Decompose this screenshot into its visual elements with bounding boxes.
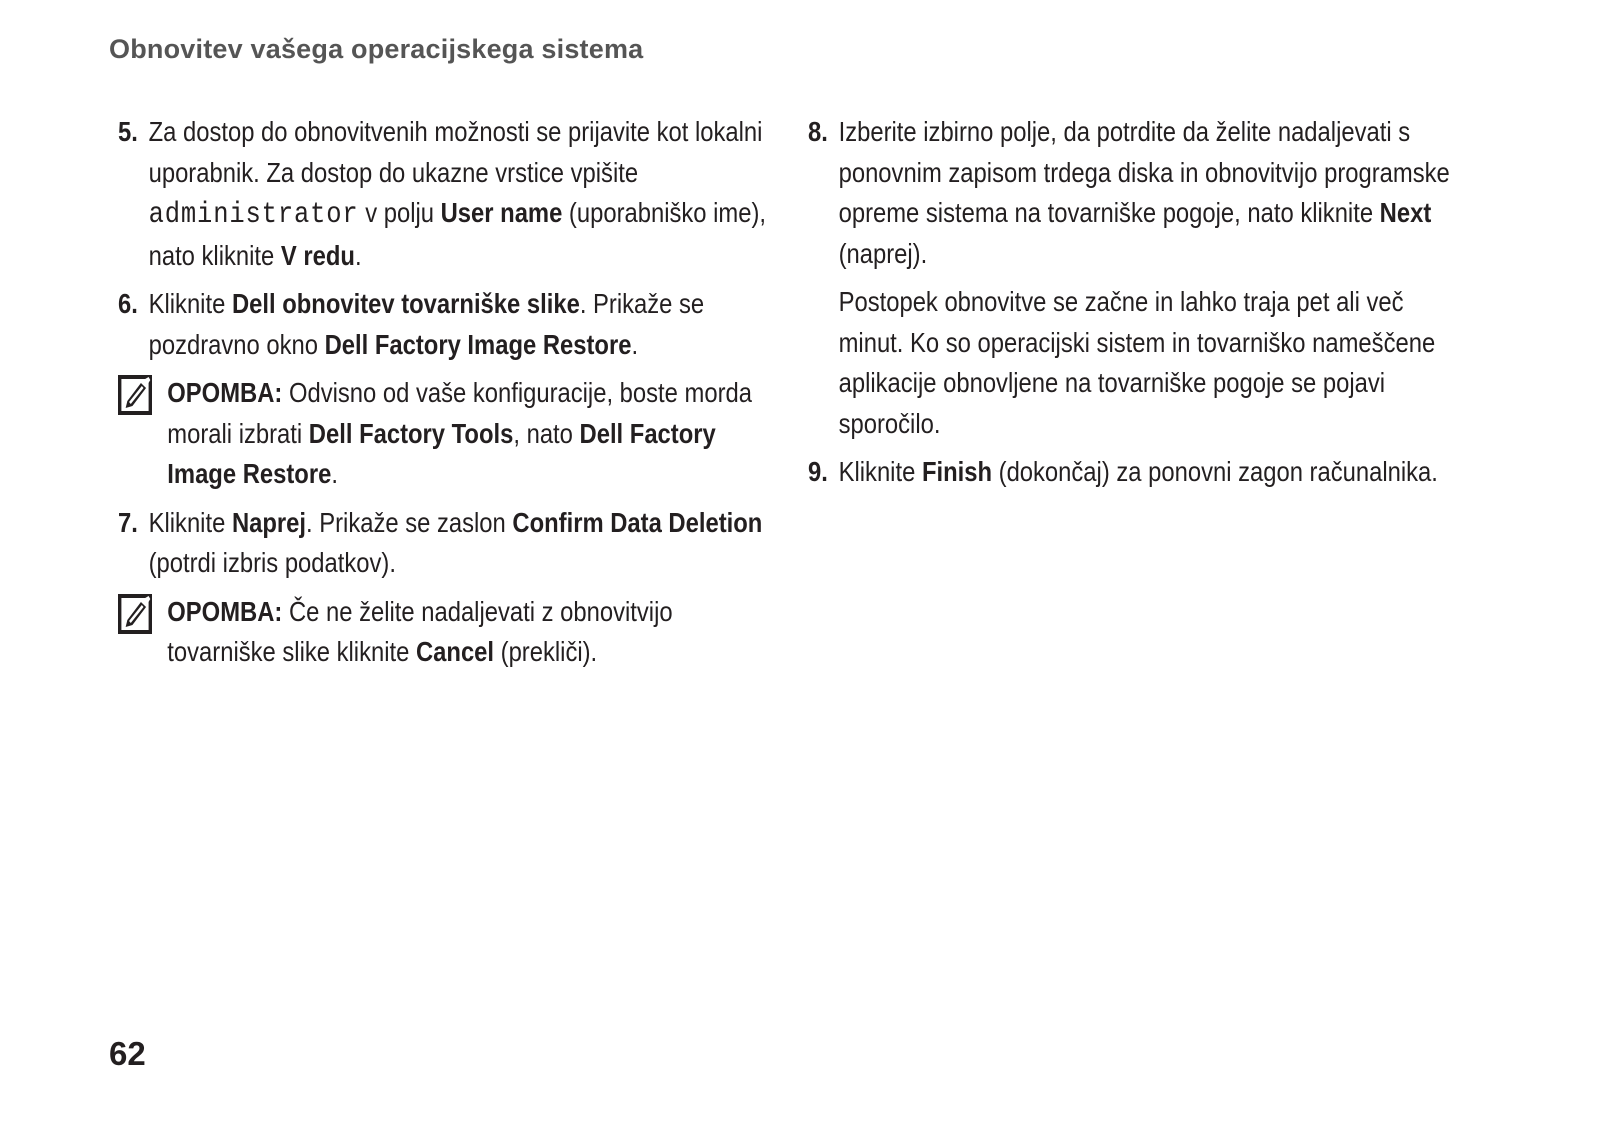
- step-number: 7.: [118, 506, 138, 538]
- step-number: 9.: [808, 456, 828, 487]
- step-text: Kliknite Naprej. Prikaže se zaslon Confirm Data Deletion (potrdi izbris podatkov).: [148, 506, 763, 578]
- note-text: OPOMBA: Odvisno od vaše konfiguracije, boste morda morali izbrati Dell Factory Tools, nato Dell Factory Image Restore.: [167, 377, 752, 489]
- page-number: 62: [109, 1035, 146, 1072]
- step-number: 6.: [118, 288, 138, 319]
- step-number: 5.: [118, 116, 138, 147]
- step-text: Izberite izbirno polje, da potrdite da želite nadaljevati s ponovnim zapisom trdega diska in obnovitvijo programske opreme sistema na tovarniške pogoje, nato kliknite Next (naprej).: [838, 116, 1450, 269]
- code-text: administrator: [148, 198, 359, 232]
- note-1: [118, 373, 768, 495]
- page-header-title: Obnovitev vašega operacijskega sistema: [109, 34, 644, 64]
- right-column: [808, 112, 1458, 501]
- step-text: Kliknite Dell obnovitev tovarniške slike. Prikaže se pozdravno okno Dell Factory Image Restore.: [148, 288, 705, 360]
- step-6: [118, 284, 768, 365]
- step-text: Za dostop do obnovitvenih možnosti se prijavite kot lokalni uporabnik. Za dostop do ukazne vrstice vpišite administrator v polju User name (uporabniško ime), nato kliknite V redu.: [148, 116, 767, 271]
- note-2: [118, 592, 768, 673]
- note-text: OPOMBA: Če ne želite nadaljevati z obnovitvijo tovarniške slike kliknite Cancel (prekliči).: [167, 595, 673, 667]
- left-column: [118, 112, 768, 681]
- step-followup-text: Postopek obnovitve se začne in lahko traja pet ali več minut. Ko so operacijski sistem in tovarniško nameščene aplikacije obnovljene na tovarniške pogoje se pojavi sporočilo.: [838, 286, 1436, 439]
- step-number: 8.: [808, 116, 828, 147]
- step-text: Kliknite Finish (dokončaj) za ponovni zagon računalnika.: [838, 456, 1438, 487]
- note-pencil-icon: [118, 594, 152, 634]
- step-9: [808, 452, 1458, 493]
- step-7: [118, 503, 768, 584]
- step-8: [808, 112, 1458, 444]
- step-5: [118, 112, 768, 276]
- note-pencil-icon: [118, 375, 152, 415]
